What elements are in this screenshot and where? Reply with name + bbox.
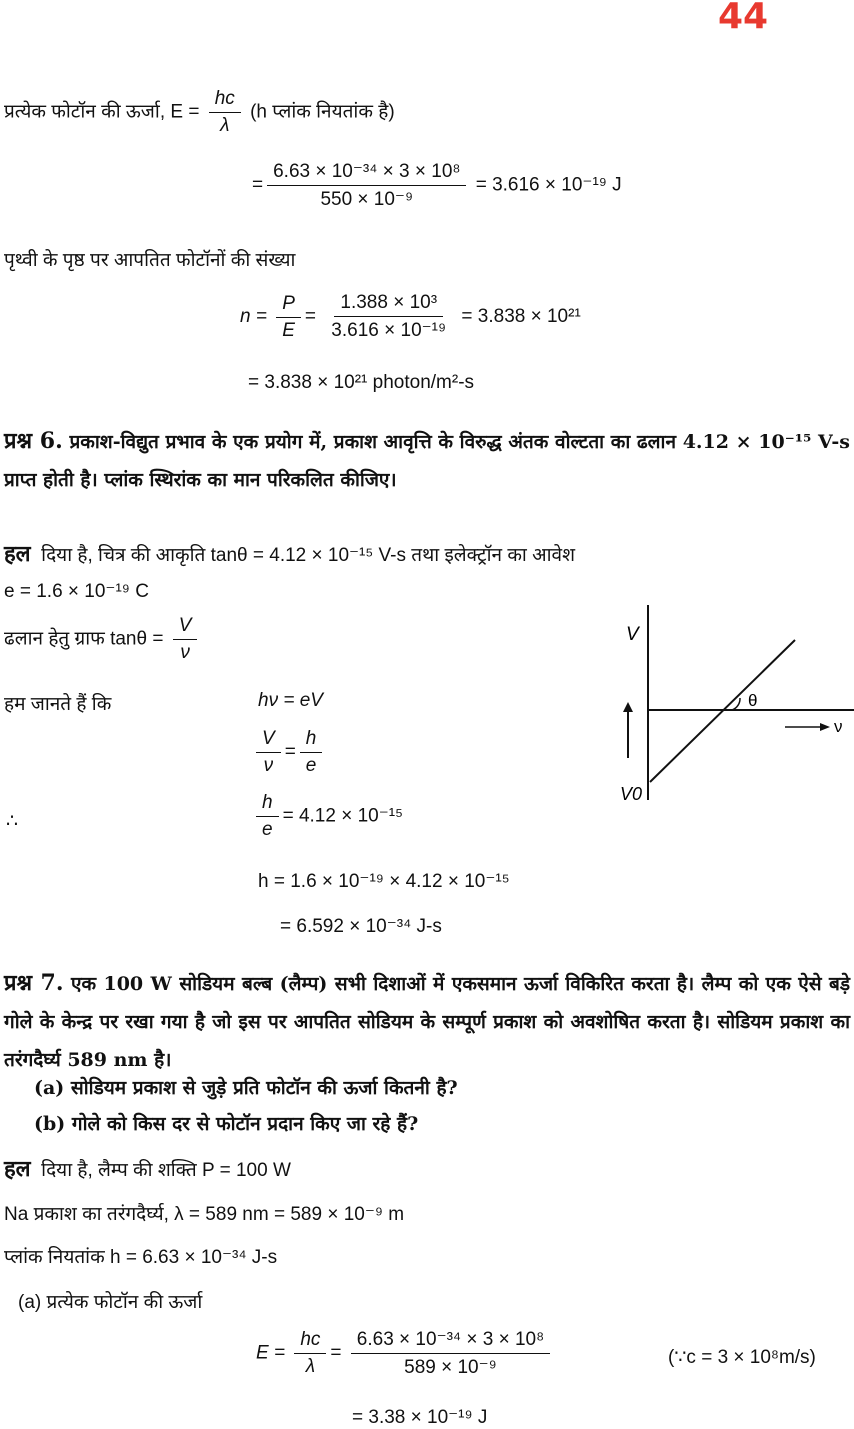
stopping-voltage-graph xyxy=(600,600,854,850)
energy-calculation: = $\frac{\text{6.63 × 10⁻³⁴ × 3 × 10⁸}}{\text{550 × 10⁻⁹}}$ = 3.616 × 10⁻¹⁹ J xyxy=(252,161,622,210)
q6-solution-line2: e = 1.6 × 10⁻¹⁹ C xyxy=(4,581,149,602)
q7-solution-line2: Na प्रकाश का तरंगदैर्घ्य, λ = 589 nm = 589 × 10⁻⁹ m xyxy=(4,1204,405,1225)
y-axis-label: V xyxy=(626,624,639,645)
label: प्रत्येक फोटॉन की ऊर्जा, E = xyxy=(4,101,200,123)
note: (h प्लांक नियतांक है) xyxy=(250,101,395,123)
photon-energy-calc: E = $\frac{hc}{\lambda}$ = $\frac{\text{6.63 × 10⁻³⁴ × 3 × 10⁸}}{\text{589 × 10⁻⁹}}$ xyxy=(256,1328,554,1379)
photons-label: पृथ्वी के पृष्ठ पर आपतित फोटॉनों की संख्या xyxy=(4,250,296,271)
up-arrow-icon xyxy=(623,702,633,712)
question-7: प्रश्न 7. एक 100 W सोडियम बल्ब (लैम्प) सभी दिशाओं में एकसमान ऊर्जा विकिरित करता है। लैम्प को एक ऐसे बड़े गोले के केन्द्र पर रखा गया है जो इस पर आपतित सोडियम के सम्पूर्ण प्रकाश को अवशोषित करता है। सोडियम प्रकाश का तरंगदैर्घ्य 589 nm है। xyxy=(4,970,850,1071)
q7-solution-line1: हल दिया है, लैम्प की शक्ति P = 100 W xyxy=(4,1156,291,1182)
speed-of-light-note: (∵c = 3 × 10⁸m/s) xyxy=(668,1347,816,1368)
photon-energy-formula xyxy=(4,88,395,137)
question-6: प्रश्न 6. प्रकाश-विद्युत प्रभाव के एक प्रयोग में, प्रकाश आवृत्ति के विरुद्ध अंतक वोल्टता का ढलान 4.12 × 10⁻¹⁵ V-s प्राप्त होती है। प्लांक स्थिरांक का मान परिकलित कीजिए। xyxy=(4,428,851,491)
q6-solution-line1: हल दिया है, चित्र की आकृति tanθ = 4.12 × 10⁻¹⁵ V-s तथा इलेक्ट्रॉन का आवेश xyxy=(4,541,576,567)
equation-2: $\frac{V}{\nu}$ = $\frac{h}{e}$ xyxy=(252,728,326,777)
page-number: 44 xyxy=(718,0,769,37)
fraction: $\frac{hc}{\lambda}$ xyxy=(209,88,241,137)
equation-1: hν = eV xyxy=(258,690,323,711)
q7-part-b: (b) गोले को किस दर से फोटॉन प्रदान किए जा रहे हैं? xyxy=(34,1113,419,1135)
angle-label: θ xyxy=(748,691,758,710)
know-label: हम जानते हैं कि xyxy=(4,694,112,715)
q7-solution-a: (a) प्रत्येक फोटॉन की ऊर्जा xyxy=(18,1292,203,1313)
equation-5: = 6.592 × 10⁻³⁴ J-s xyxy=(280,916,442,937)
q7-solution-line3: प्लांक नियतांक h = 6.63 × 10⁻³⁴ J-s xyxy=(4,1247,278,1268)
right-arrow-icon xyxy=(820,723,830,731)
x-axis-label: ν xyxy=(834,717,843,736)
equation-4: h = 1.6 × 10⁻¹⁹ × 4.12 × 10⁻¹⁵ xyxy=(258,871,510,892)
n-final: = 3.838 × 10²¹ photon/m²-s xyxy=(248,372,475,393)
n-calculation: n = $\frac{P}{E}$ = $\frac{\text{1.388 × 10³}}{\text{3.616 × 10⁻¹⁹}}$ = 3.838 × 10²¹ xyxy=(240,292,581,341)
intercept-label: V0 xyxy=(620,784,643,804)
therefore-symbol: ∴ xyxy=(6,811,19,832)
slope-formula: ढलान हेतु ग्राफ tanθ = $\frac{V}{\nu}$ xyxy=(4,615,201,664)
energy-result: = 3.38 × 10⁻¹⁹ J xyxy=(352,1407,488,1428)
q7-part-a: (a) सोडियम प्रकाश से जुड़े प्रति फोटॉन की ऊर्जा कितनी है? xyxy=(34,1077,458,1099)
equation-3: $\frac{h}{e}$ = 4.12 × 10⁻¹⁵ xyxy=(252,792,403,841)
